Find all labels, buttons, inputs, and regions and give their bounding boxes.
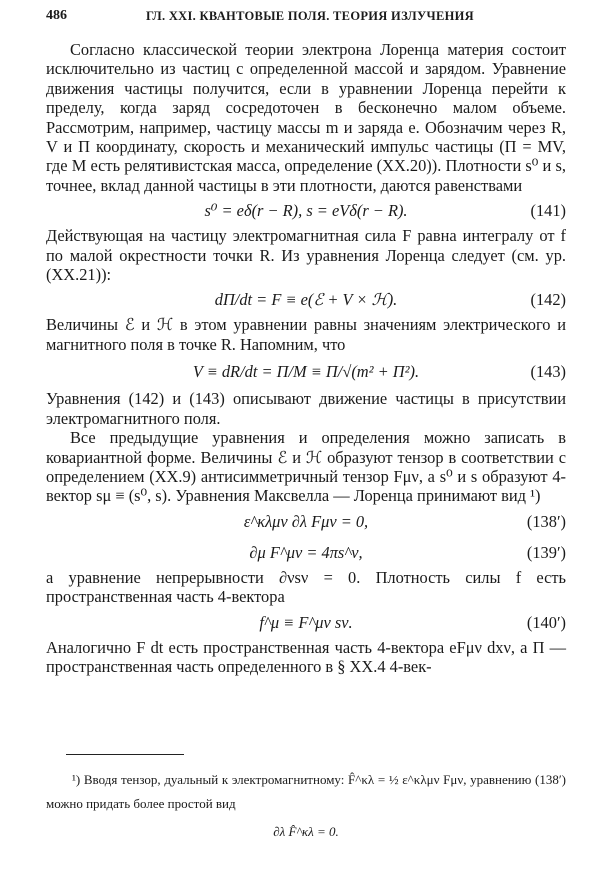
footnote-divider xyxy=(66,754,184,755)
page-header xyxy=(46,8,566,28)
page-number: 486 xyxy=(46,8,67,23)
equation-139-number: (139′) xyxy=(526,542,566,562)
footnote xyxy=(46,768,566,844)
equation-138-number: (138′) xyxy=(526,511,566,531)
paragraph-1: Согласно классической теории электрона Лоренца материя состоит исключительно из частиц с определенной массой и зарядом. Уравнение движения частицы получится, если в уравнении Лоренца перейти к пределу, когда заряд сосредоточен в бесконечно малом объеме. Рассмотрим, например, частицу массы m и заряда e. Обозначим через R, V и Π координату, скорость и механический импульс частицы (Π = MV, где M есть релятивистская масса, определение (XX.20)). Плотности s⁰ и s, точнее, вклад данной частицы в эти плотности, даются равенствами xyxy=(46,40,566,195)
equation-143 xyxy=(46,354,566,389)
paragraph-4: Уравнения (142) и (143) описывают движение частицы в присутствии электромагнитного поля. xyxy=(46,389,566,428)
equation-139 xyxy=(46,537,566,568)
equation-143-number: (143) xyxy=(530,362,566,382)
paragraph-3: Величины ℰ и ℋ в этом уравнении равны значениям электрического и магнитного поля в точке R. Напомним, что xyxy=(46,315,566,354)
paragraph-6: а уравнение непрерывности ∂νsν = 0. Плотность силы f есть пространственная часть 4-вектора xyxy=(46,567,566,607)
equation-141-math: s⁰ = eδ(r − R), s = eVδ(r − R). xyxy=(204,201,408,221)
page-body xyxy=(46,40,566,676)
footnote-text: ¹) Вводя тензор, дуальный к электромагнитному: F̂^κλ = ½ ε^κλμν Fμν, уравнению (138′) можно придать более простой вид xyxy=(46,772,566,811)
equation-143-math: V ≡ dR/dt = Π/M ≡ Π/√(m² + Π²). xyxy=(192,362,420,382)
equation-139-math: ∂μ F^μν = 4πs^ν, xyxy=(249,542,363,562)
running-head: ГЛ. XXI. КВАНТОВЫЕ ПОЛЯ. ТЕОРИЯ ИЗЛУЧЕНИЯ xyxy=(146,9,474,23)
paragraph-7: Аналогично F dt есть пространственная часть 4-вектора eFμν dxν, а Π — пространственная часть определенного в § XX.4 4-век- xyxy=(46,637,566,676)
paragraph-5: Все предыдущие уравнения и определения можно записать в ковариантной форме. Величины ℰ и ℋ образуют тензор в соответствии с определением (XX.9) антисимметричный тензор Fμν, а s⁰ и s образуют 4-вектор sμ ≡ (s⁰, s). Уравнения Максвелла — Лоренца принимают вид ¹) xyxy=(46,428,566,506)
equation-140-math: f^μ ≡ F^μν sν. xyxy=(259,612,353,632)
equation-140-number: (140′) xyxy=(526,612,566,632)
equation-138-math: ε^κλμν ∂λ Fμν = 0, xyxy=(243,511,369,531)
equation-142-math: dΠ/dt = F ≡ e(ℰ + V × ℋ). xyxy=(214,290,398,310)
equation-141 xyxy=(46,195,566,226)
equation-140 xyxy=(46,607,566,638)
footnote-equation: ∂λ F̂^κλ = 0. xyxy=(273,824,339,839)
equation-142 xyxy=(46,284,566,315)
equation-138 xyxy=(46,506,566,537)
equation-141-number: (141) xyxy=(530,201,566,221)
equation-142-number: (142) xyxy=(530,290,566,310)
paragraph-2: Действующая на частицу электромагнитная сила F равна интегралу от f по малой окрестности точки R. Из уравнения Лоренца следует (см. ур. (XX.21)): xyxy=(46,226,566,285)
